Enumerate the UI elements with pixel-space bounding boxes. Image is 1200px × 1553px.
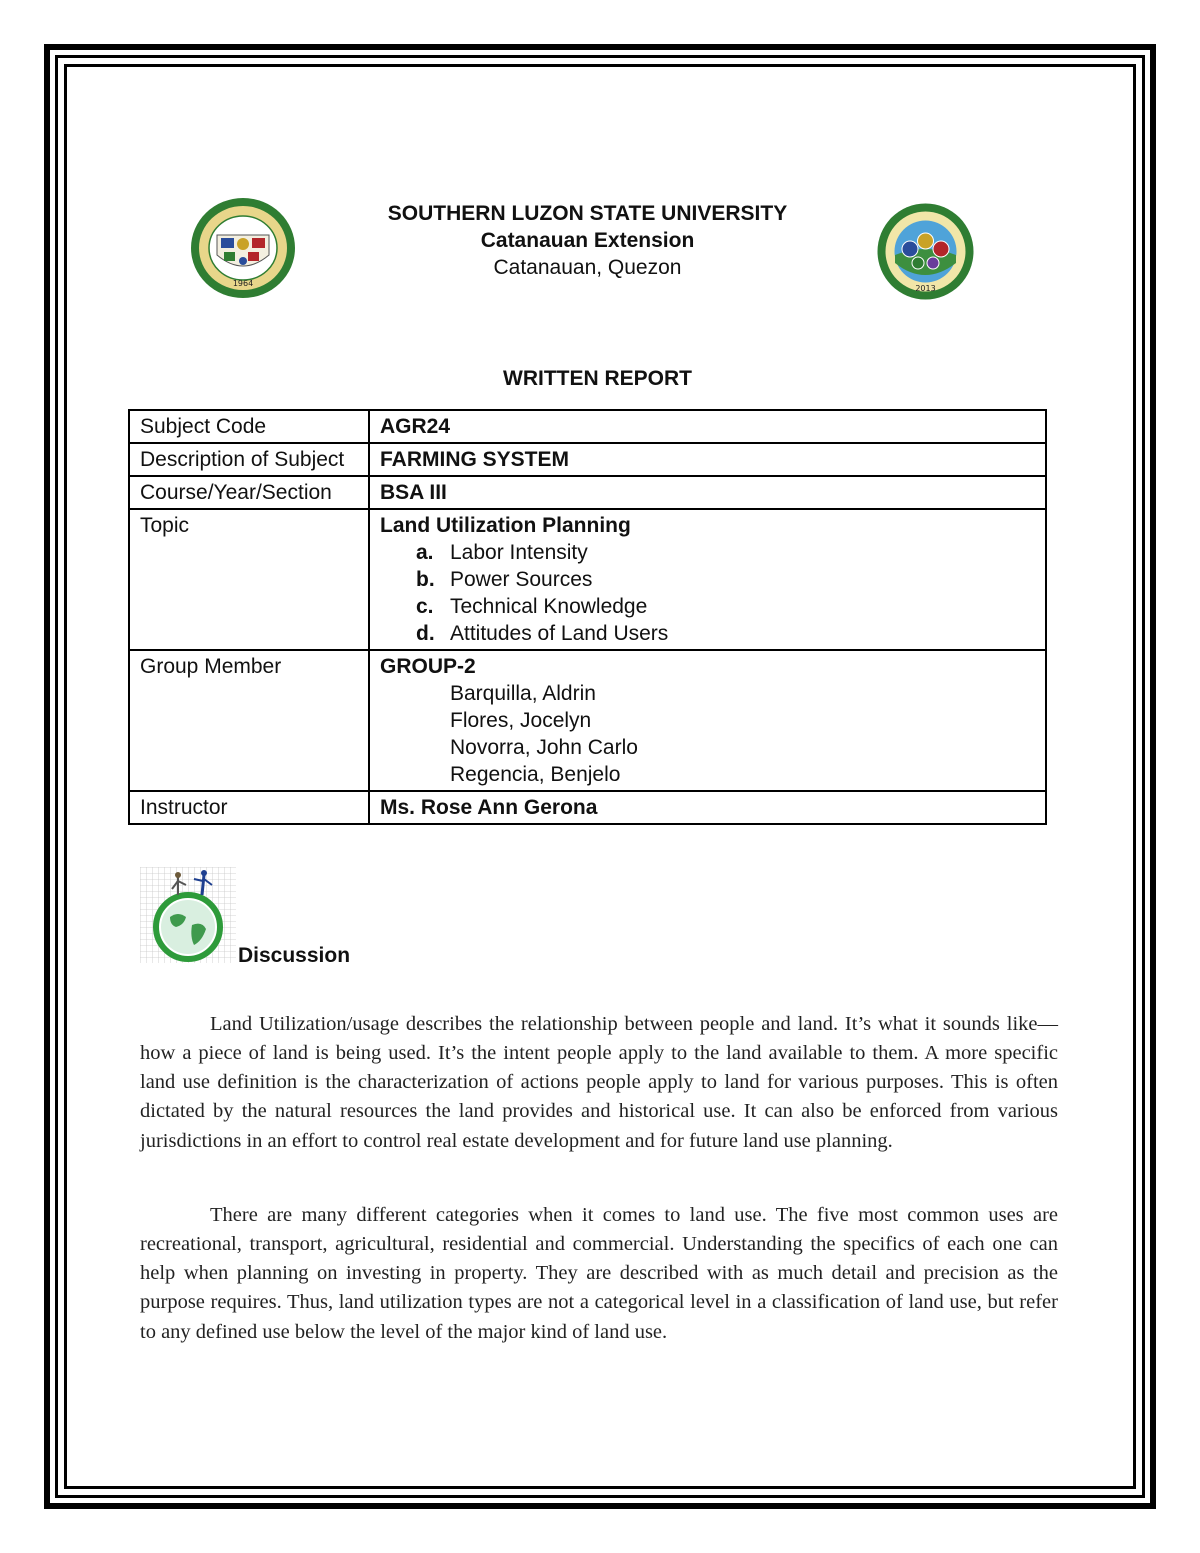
subtopic-letter: d. bbox=[416, 622, 435, 645]
table-row bbox=[129, 509, 1046, 650]
instructor-value: Ms. Rose Ann Gerona bbox=[369, 791, 1046, 824]
discussion-heading: Discussion bbox=[238, 944, 351, 967]
course-value: BSA III bbox=[369, 476, 1046, 509]
report-info-table bbox=[128, 409, 1047, 825]
campus-name: Catanauan Extension bbox=[480, 229, 695, 252]
subtopic-text: Power Sources bbox=[450, 568, 593, 591]
university-seal-logo bbox=[190, 197, 296, 299]
globe-people-icon bbox=[140, 867, 236, 963]
description-label: Description of Subject bbox=[129, 443, 369, 476]
group-cell bbox=[369, 650, 1046, 791]
report-title: WRITTEN REPORT bbox=[503, 367, 692, 390]
table-row bbox=[129, 410, 1046, 443]
campus-seal-logo bbox=[877, 203, 974, 300]
subtopic-letter: b. bbox=[416, 568, 435, 591]
discussion-paragraph: Land Utilization/usage describes the relationship between people and land. It’s what it sounds like—how a piece of land is being used. It’s the intent people apply to the land available to them. A more specific land use definition is the characterization of actions people apply to land for various purposes. This is often dictated by the natural resources the land provides and historical use. It can also be enforced from various jurisdictions in an effort to control real estate development and for future land use planning. bbox=[140, 1012, 1058, 1152]
table-row bbox=[129, 476, 1046, 509]
subtopic-item bbox=[380, 566, 1035, 593]
subtopic-text: Technical Knowledge bbox=[450, 595, 648, 618]
topic-label: Topic bbox=[129, 509, 369, 650]
group-member: Regencia, Benjelo bbox=[450, 763, 621, 786]
document-header bbox=[300, 200, 875, 281]
table-row bbox=[129, 650, 1046, 791]
campus-location: Catanauan, Quezon bbox=[493, 256, 682, 279]
group-member: Barquilla, Aldrin bbox=[450, 682, 596, 705]
subtopic-item bbox=[380, 593, 1035, 620]
instructor-label: Instructor bbox=[129, 791, 369, 824]
subtopic-item bbox=[380, 539, 1035, 566]
subtopic-text: Labor Intensity bbox=[450, 541, 588, 564]
topic-cell bbox=[369, 509, 1046, 650]
subject-code-label: Subject Code bbox=[129, 410, 369, 443]
svg-text:1964: 1964 bbox=[232, 279, 254, 288]
group-member: Flores, Jocelyn bbox=[450, 709, 592, 732]
university-name: SOUTHERN LUZON STATE UNIVERSITY bbox=[387, 202, 788, 225]
subtopic-letter: a. bbox=[416, 541, 434, 564]
description-value: FARMING SYSTEM bbox=[369, 443, 1046, 476]
subject-code-value: AGR24 bbox=[369, 410, 1046, 443]
course-label: Course/Year/Section bbox=[129, 476, 369, 509]
subtopic-letter: c. bbox=[416, 595, 434, 618]
group-label: Group Member bbox=[129, 650, 369, 791]
svg-text:2013: 2013 bbox=[915, 284, 936, 293]
topic-title: Land Utilization Planning bbox=[380, 514, 631, 537]
subtopic-text: Attitudes of Land Users bbox=[450, 622, 669, 645]
table-row bbox=[129, 791, 1046, 824]
subtopic-item bbox=[380, 620, 1035, 647]
group-member: Novorra, John Carlo bbox=[450, 736, 638, 759]
discussion-paragraph: There are many different categories when it comes to land use. The five most common uses are recreational, transport, agricultural, residential and commercial. Understanding the specifics of each one can help when planning on investing in property. They are described with as much detail and precision as the purpose requires. Thus, land utilization types are not a categorical level in a classification of land use, but refer to any defined use below the level of the major kind of land use. bbox=[140, 1203, 1058, 1343]
table-row bbox=[129, 443, 1046, 476]
group-name: GROUP-2 bbox=[380, 655, 476, 678]
